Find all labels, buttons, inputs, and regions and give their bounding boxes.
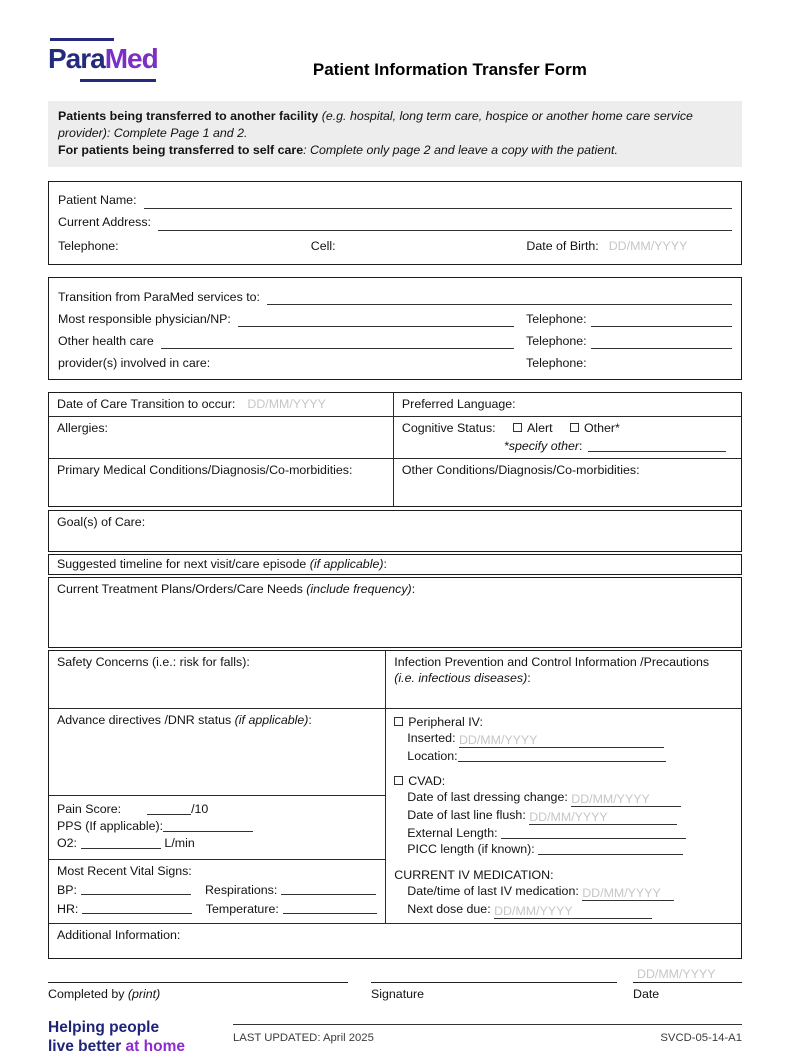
- current-address-label: Current Address:: [58, 215, 151, 230]
- paramed-logo: [48, 38, 158, 82]
- iv-info-cell: [385, 709, 741, 923]
- suggested-timeline-italic: (if applicable): [306, 557, 384, 572]
- advance-directives-cell[interactable]: [49, 709, 385, 795]
- date-block: [633, 966, 742, 1002]
- allergies-cell[interactable]: [49, 417, 393, 458]
- other-conditions-label: Other Conditions/Diagnosis/Co-morbidities:: [401, 463, 640, 478]
- location-input[interactable]: [458, 749, 666, 762]
- treatment-plans-italic: (include frequency): [302, 582, 412, 597]
- dressing-change-placeholder: DD/MM/YYYY: [571, 792, 650, 807]
- pain-score-cell: [49, 795, 385, 859]
- cvad-checkbox-icon: [394, 776, 403, 785]
- bp-label: BP:: [57, 883, 77, 898]
- instruction-2-italic: : Complete only page 2 and leave a copy with the patient.: [303, 142, 618, 157]
- infection-prevention-italic: (i.e. infectious diseases): [394, 671, 528, 686]
- cognitive-status-cell: [393, 417, 741, 458]
- external-length-label: External Length:: [407, 826, 498, 841]
- cell-label: Cell:: [310, 238, 336, 253]
- header: [48, 38, 742, 82]
- pps-label: PPS (If applicable):: [57, 819, 164, 834]
- transition-date-cell[interactable]: [49, 393, 393, 416]
- footer: [48, 1019, 742, 1057]
- treatment-plans-cell[interactable]: [48, 577, 742, 648]
- treatment-plans-label: Current Treatment Plans/Orders/Care Needs: [57, 582, 303, 597]
- infection-prevention-label: Infection Prevention and Control Information /Precautions: [394, 655, 710, 670]
- tagline-line2-navy: live better: [48, 1038, 122, 1056]
- specify-other-colon: :: [579, 438, 583, 453]
- primary-conditions-cell[interactable]: [49, 459, 393, 506]
- instruction-line-2: [58, 142, 732, 159]
- dressing-change-label: Date of last dressing change:: [407, 790, 568, 805]
- logo-text-med: Med: [104, 43, 158, 74]
- pps-input[interactable]: [163, 819, 253, 832]
- other-provider-label-line1: Other health care: [58, 333, 154, 348]
- inserted-date-placeholder: DD/MM/YYYY: [458, 733, 538, 748]
- peripheral-iv-checkbox-icon: [394, 717, 403, 726]
- preferred-language-label: Preferred Language:: [401, 396, 516, 411]
- advance-directives-label: Advance directives /DNR status: [57, 713, 232, 728]
- vital-signs-cell: [49, 859, 385, 923]
- other-checkbox[interactable]: [570, 421, 620, 435]
- other-provider-input[interactable]: [161, 334, 514, 349]
- patient-name-input[interactable]: [144, 194, 732, 209]
- physician-label: Most responsible physician/NP:: [58, 311, 231, 326]
- alert-checkbox-icon: [513, 423, 522, 432]
- hr-input[interactable]: [82, 901, 191, 914]
- advance-directives-italic: (if applicable): [231, 713, 309, 728]
- physician-input[interactable]: [238, 312, 514, 327]
- line-flush-label: Date of last line flush:: [407, 808, 526, 823]
- details-table: [48, 650, 742, 959]
- completed-by-italic: (print): [124, 987, 161, 1002]
- other-label: Other*: [583, 420, 620, 435]
- last-iv-medication-placeholder: DD/MM/YYYY: [582, 886, 661, 901]
- physician-telephone-label: Telephone:: [526, 311, 587, 326]
- last-updated-text: LAST UPDATED: April 2025: [233, 1032, 374, 1045]
- last-iv-medication-input[interactable]: [582, 887, 674, 901]
- tagline-line1: Helping people: [48, 1019, 160, 1037]
- logo-bottom-rule: [80, 79, 156, 82]
- title-wrap: [158, 38, 742, 81]
- safety-concerns-label: Safety Concerns (i.e.: risk for falls):: [57, 655, 250, 670]
- instruction-1-bold: Patients being transferred to another facility: [58, 109, 319, 123]
- o2-label: O2:: [57, 836, 77, 851]
- picc-length-label: PICC length (if known):: [407, 842, 535, 857]
- signature-label: Signature: [371, 987, 425, 1002]
- instruction-line-1: [58, 108, 732, 142]
- safety-concerns-cell[interactable]: [49, 651, 385, 708]
- pain-score-input[interactable]: [147, 802, 191, 815]
- infection-prevention-colon: :: [527, 671, 531, 686]
- alert-checkbox[interactable]: [513, 421, 552, 435]
- transition-box: [48, 277, 742, 380]
- additional-information-label: Additional Information:: [57, 928, 181, 943]
- dressing-change-date-input[interactable]: [571, 793, 681, 807]
- tagline-line2-purple: at home: [121, 1038, 185, 1056]
- o2-suffix: L/min: [160, 836, 195, 851]
- doc-code: SVCD-05-14-A1: [660, 1032, 742, 1045]
- goals-of-care-cell[interactable]: [48, 510, 742, 552]
- transition-date-placeholder: DD/MM/YYYY: [247, 396, 326, 411]
- pain-score-suffix: /10: [191, 802, 209, 817]
- next-dose-input[interactable]: [494, 905, 652, 919]
- temperature-input[interactable]: [283, 901, 378, 914]
- care-transition-table: [48, 392, 742, 507]
- other-telephone-2-field[interactable]: [526, 355, 732, 371]
- signature-block: [371, 966, 617, 1002]
- current-iv-medication-header: CURRENT IV MEDICATION:: [394, 868, 554, 883]
- patient-name-label: Patient Name:: [58, 193, 137, 208]
- peripheral-iv-label: Peripheral IV:: [408, 715, 483, 730]
- inserted-date-input[interactable]: [459, 734, 664, 748]
- temperature-label: Temperature:: [205, 902, 279, 917]
- goals-of-care-label: Goal(s) of Care:: [57, 515, 146, 530]
- hr-label: HR:: [57, 902, 79, 917]
- picc-length-input[interactable]: [538, 842, 683, 855]
- current-address-input[interactable]: [158, 216, 732, 231]
- other-telephone-input[interactable]: [591, 334, 732, 349]
- other-provider-label-line2: provider(s) involved in care:: [58, 355, 211, 370]
- instruction-box: [48, 101, 742, 167]
- services-to-label: Transition from ParaMed services to:: [58, 289, 260, 304]
- alert-label: Alert: [527, 420, 553, 435]
- completed-by-label: Completed by: [48, 987, 125, 1002]
- telephone-label: Telephone:: [58, 238, 119, 253]
- cvad-checkbox[interactable]: [394, 773, 733, 789]
- suggested-timeline-colon: :: [383, 557, 387, 572]
- preferred-language-cell[interactable]: [393, 393, 741, 416]
- inserted-label: Inserted:: [407, 731, 456, 746]
- transition-date-label: Date of Care Transition to occur:: [57, 396, 236, 411]
- tagline: [48, 1019, 233, 1057]
- line-flush-date-input[interactable]: [529, 811, 677, 825]
- specify-other-input[interactable]: [588, 439, 726, 452]
- additional-information-cell[interactable]: [49, 923, 741, 958]
- pain-score-label: Pain Score:: [57, 802, 122, 817]
- line-flush-placeholder: DD/MM/YYYY: [529, 810, 608, 825]
- signature-date-placeholder: DD/MM/YYYY: [637, 967, 716, 982]
- respirations-input[interactable]: [281, 882, 376, 895]
- vital-signs-header: Most Recent Vital Signs:: [57, 864, 192, 879]
- peripheral-iv-checkbox[interactable]: [394, 714, 733, 730]
- cell-field[interactable]: [311, 238, 527, 254]
- respirations-label: Respirations:: [204, 883, 278, 898]
- other-conditions-cell[interactable]: [393, 459, 741, 506]
- location-label: Location:: [407, 749, 458, 764]
- specify-other-label: *specify other: [503, 438, 579, 453]
- patient-info-box: [48, 181, 742, 265]
- details-left-column: [49, 709, 385, 923]
- suggested-timeline-cell[interactable]: [48, 554, 742, 575]
- instruction-2-bold: For patients being transferred to self care: [58, 142, 304, 157]
- logo-text: [48, 43, 158, 74]
- primary-conditions-label: Primary Medical Conditions/Diagnosis/Co-morbidities:: [57, 463, 353, 478]
- o2-input[interactable]: [81, 836, 161, 849]
- completed-by-block: [48, 966, 348, 1002]
- dob-label: Date of Birth:: [526, 238, 599, 253]
- cognitive-status-label: Cognitive Status:: [401, 420, 496, 435]
- logo-top-rule: [50, 38, 114, 41]
- allergies-label: Allergies:: [57, 420, 108, 435]
- other-telephone-2-label: Telephone:: [526, 355, 587, 370]
- footer-right: [233, 1019, 742, 1046]
- other-checkbox-icon: [570, 423, 579, 432]
- next-dose-placeholder: DD/MM/YYYY: [494, 904, 573, 919]
- page-title: Patient Information Transfer Form: [312, 60, 587, 79]
- cvad-label: CVAD:: [408, 774, 446, 789]
- logo-text-para: Para: [48, 43, 105, 74]
- infection-prevention-cell[interactable]: [385, 651, 741, 708]
- next-dose-label: Next dose due:: [407, 902, 491, 917]
- external-length-input[interactable]: [501, 826, 686, 839]
- date-label: Date: [633, 987, 660, 1002]
- instruction-1-italic: (e.g. hospital, long term care, hospice or another home care service provider): Complete Page 1 and 2.: [58, 109, 693, 140]
- dob-placeholder: DD/MM/YYYY: [608, 238, 688, 253]
- advance-directives-colon: :: [308, 713, 312, 728]
- telephone-field[interactable]: [58, 238, 311, 254]
- last-iv-medication-label: Date/time of last IV medication:: [407, 884, 579, 899]
- other-telephone-label: Telephone:: [526, 333, 587, 348]
- physician-telephone-input[interactable]: [591, 312, 732, 327]
- dob-field[interactable]: [526, 238, 732, 254]
- signature-section: [48, 966, 742, 1002]
- bp-input[interactable]: [81, 882, 191, 895]
- suggested-timeline-label: Suggested timeline for next visit/care episode: [57, 557, 307, 572]
- services-to-input[interactable]: [267, 290, 732, 305]
- treatment-plans-colon: :: [411, 582, 416, 597]
